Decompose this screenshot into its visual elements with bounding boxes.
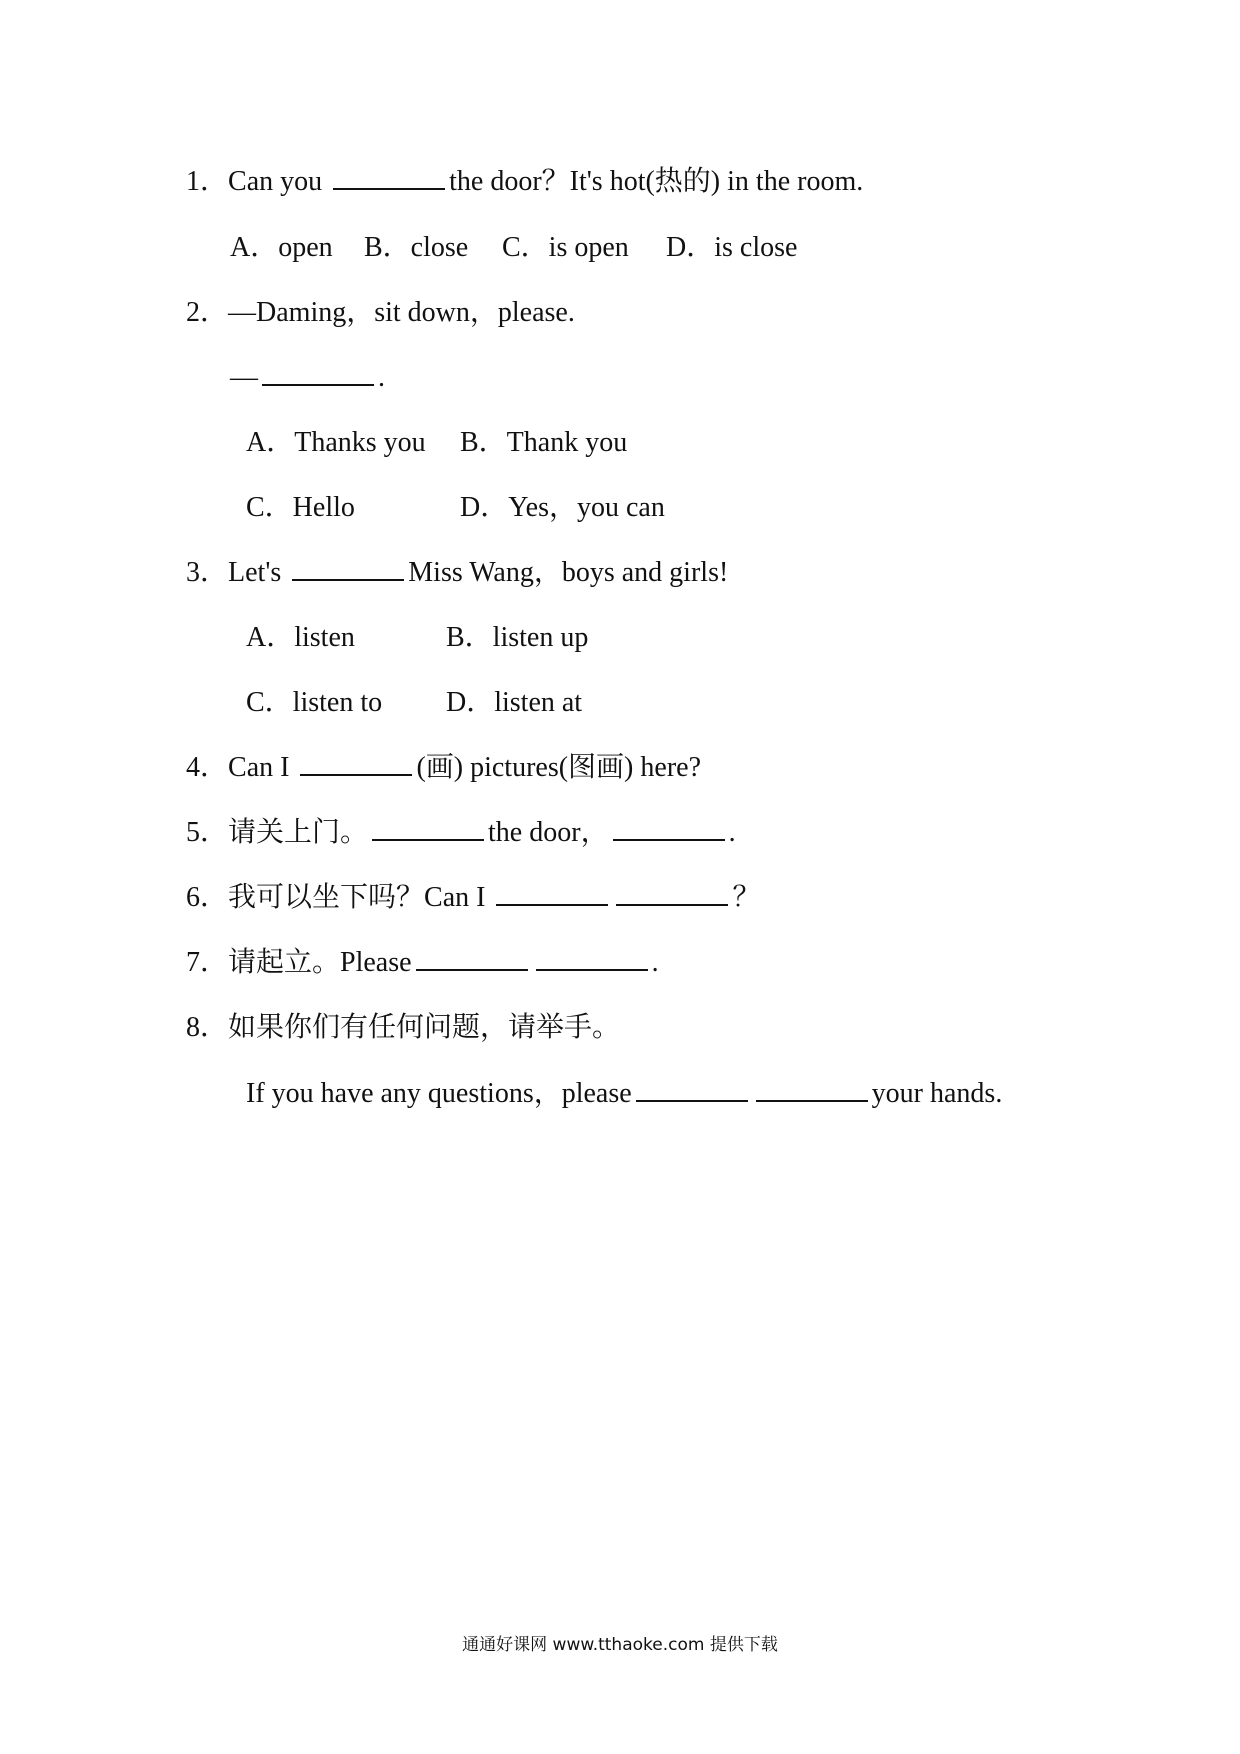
q3-options-row2 [246,685,582,721]
option-c[interactable]: C．Hello [246,492,355,523]
option-d[interactable]: D．Yes，you can [460,492,665,523]
question-text: 我可以坐下吗？Can I [228,882,486,913]
answer-blank-1[interactable] [416,947,528,971]
option-a[interactable]: A．Thanks you [246,427,426,458]
question-text: your hands. [871,1078,1003,1109]
question-text: Let's [228,557,282,588]
answer-blank[interactable] [292,557,404,581]
q8-answer-line [246,1076,1002,1112]
answer-blank-1[interactable] [372,817,484,841]
question-text: If you have any questions，please [246,1078,632,1109]
answer-blank[interactable] [262,362,374,386]
answer-blank-1[interactable] [636,1078,748,1102]
dash: — [230,362,258,393]
option-c[interactable]: C．listen to [246,687,383,718]
question-text: (画) pictures(图画) here? [416,752,701,783]
option-b[interactable]: B．Thank you [460,427,628,458]
question-text: the door？It's hot(热的) in the room. [449,166,864,197]
answer-blank-2[interactable] [756,1078,868,1102]
q2-answer-line [230,360,385,396]
option-d[interactable]: D．is close [666,232,798,263]
question-text: the door， [488,817,609,848]
question-number: 6． [186,882,229,913]
question-text: Miss Wang，boys and girls! [408,557,729,588]
question-6 [186,880,760,916]
question-5 [186,815,736,851]
question-number: 5． [186,817,229,848]
option-a[interactable]: A．open [230,232,333,263]
answer-blank[interactable] [300,752,412,776]
question-3 [186,555,728,591]
option-b[interactable]: B．listen up [446,622,589,653]
answer-blank-1[interactable] [496,882,608,906]
question-number: 3． [186,557,229,588]
question-mark: ？ [732,882,761,913]
period: . [728,817,736,848]
question-2 [186,295,575,331]
answer-blank-2[interactable] [613,817,725,841]
option-b[interactable]: B．close [364,232,469,263]
question-text: 请关上门。 [228,817,369,848]
answer-blank[interactable] [333,166,445,190]
answer-blank-2[interactable] [536,947,648,971]
question-7 [186,945,659,981]
question-number: 7． [186,947,229,978]
q3-options-row1 [246,620,588,656]
question-text: 请起立。Please [228,947,412,978]
question-4 [186,750,701,786]
question-number: 4． [186,752,229,783]
footer-source: 通通好课网 www.tthaoke.com 提供下载 [462,1635,778,1655]
q1-options [230,230,797,266]
option-d[interactable]: D．listen at [446,687,583,718]
answer-blank-2[interactable] [616,882,728,906]
question-text: —Daming，sit down，please. [228,297,575,328]
option-c[interactable]: C．is open [502,232,629,263]
question-number: 8． [186,1012,229,1043]
question-text: 如果你们有任何问题，请举手。 [228,1012,621,1043]
question-text: Can you [228,166,323,197]
question-8 [186,1010,620,1046]
question-text: Can I [228,752,290,783]
period: . [651,947,659,978]
q2-options-row2 [246,490,665,526]
question-1 [186,164,863,200]
q2-options-row1 [246,425,627,461]
question-number: 1． [186,166,229,197]
question-number: 2． [186,297,229,328]
option-a[interactable]: A．listen [246,622,355,653]
period: . [378,362,385,393]
